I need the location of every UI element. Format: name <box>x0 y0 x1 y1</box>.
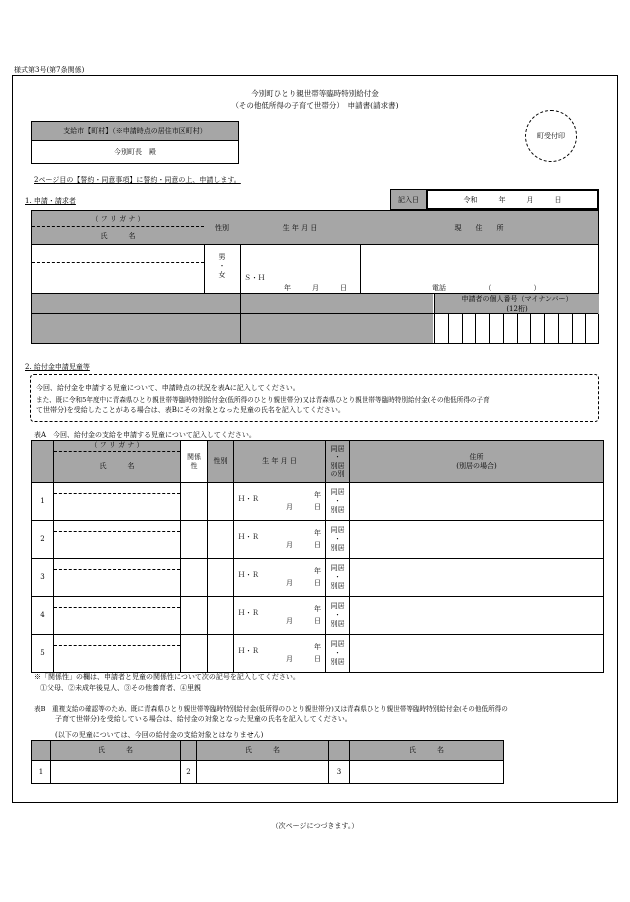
tableA-row-name-input[interactable] <box>54 570 180 596</box>
tableA-row-cohabit[interactable]: 同居 ・ 別居 <box>326 635 350 673</box>
tableA-name-header <box>54 441 181 483</box>
tableA-row-relation-input[interactable] <box>181 559 208 597</box>
tableB-no-2: 2 <box>181 761 197 784</box>
applicant-extra-row-1 <box>32 294 240 313</box>
tableA-row-birth-year: 年 <box>314 529 321 537</box>
form-title-2: （その他低所得の子育て世帯分） 申請書(請求書) <box>231 101 399 110</box>
tableA-row-sex-input[interactable] <box>208 483 234 521</box>
tableA-row-address-input[interactable] <box>350 597 604 635</box>
payer-box-header-text: 支給市【町村】（※申請時点の居住市区町村） <box>63 127 207 135</box>
applicant-birth-header <box>240 211 361 244</box>
tableA-row-cohabit[interactable]: 同居 ・ 別居 <box>326 521 350 559</box>
tableA-row <box>32 597 604 635</box>
tableB-line2: 子育て世帯分)を受給している場合は、給付金の対象となった児童の氏名を記入してください。 <box>55 715 352 723</box>
tableA-row-birth-year: 年 <box>314 567 321 575</box>
tableA-row-name-cell[interactable] <box>54 635 181 673</box>
applicant-name-header <box>32 211 205 244</box>
applicant-name-label: 氏 名 <box>100 232 136 240</box>
tableA-address-header: 住所 (別居の場合) <box>350 441 604 483</box>
footnote-line1: ※「関係性」の欄は、申請者と児童の関係性について次の記号を記入してください。 <box>34 673 300 681</box>
tableA-furigana-label: （ フ リ ガ ナ ） <box>54 441 180 452</box>
section1-title: 1. 申請・請求者 <box>25 197 76 205</box>
applicant-sex-label: 性別 <box>215 223 229 232</box>
tableA-row-birth-md: 月 日 <box>286 503 321 511</box>
reception-stamp-circle <box>525 110 577 162</box>
tableA-row-birth-era: Ｈ・Ｒ <box>238 571 259 579</box>
tableA-row-cohabit[interactable]: 同居 ・ 別居 <box>326 559 350 597</box>
tableB-name-input-2[interactable] <box>197 761 329 784</box>
tableA-row <box>32 521 604 559</box>
tableA <box>31 440 604 673</box>
section2-note-line3: て世帯分)を受給したことがある場合は、表Bにその対象となった児童の氏名を記入してください。 <box>36 406 345 414</box>
applicant-table <box>31 210 599 344</box>
applicant-birth-ymd[interactable]: 年 月 日 <box>284 284 347 292</box>
tableA-row-birth-cell[interactable] <box>234 597 326 635</box>
tableA-row-birth-cell[interactable] <box>234 521 326 559</box>
date-label-cell <box>390 189 427 210</box>
tableA-row-furigana-input[interactable] <box>54 483 180 494</box>
tableB-name-input-1[interactable] <box>51 761 181 784</box>
applicant-birth-label: 生 年 月 日 <box>282 223 318 232</box>
applicant-phone[interactable]: 電話 （ ） <box>432 284 541 292</box>
footer-continue: （次ページにつづきます。） <box>271 822 359 830</box>
tableA-row-birth-md: 月 日 <box>286 617 321 625</box>
tableA-row-birth-year: 年 <box>314 491 321 499</box>
mynumber-digits-label: (12桁) <box>506 305 528 313</box>
tableA-row-no: 1 <box>32 483 54 521</box>
tableA-row-sex-input[interactable] <box>208 521 234 559</box>
tableA-row-address-input[interactable] <box>350 483 604 521</box>
payer-box-header <box>31 121 239 141</box>
tableA-row-no: 5 <box>32 635 54 673</box>
applicant-address-header <box>360 211 598 244</box>
tableB-line1: 表B 重複支給の確認等のため、既に青森県ひとり親世帯等臨時特別給付金(低所得のひとり親世帯分)又は青森県ひとり親世帯等臨時特別給付金(その他低所得の <box>34 705 508 713</box>
tableB-no-1: 1 <box>32 761 51 784</box>
tableA-row-furigana-input[interactable] <box>54 521 180 532</box>
tableA-no-header <box>32 441 54 483</box>
tableB-no-header-3 <box>329 741 350 761</box>
tableB-name-header-3: 氏 名 <box>350 741 504 761</box>
tableA-row <box>32 559 604 597</box>
section2-note-box <box>30 374 599 422</box>
tableA-row-name-cell[interactable] <box>54 483 181 521</box>
tableA-row-name-input[interactable] <box>54 532 180 558</box>
payer-box-value-text: 今別町長 殿 <box>114 148 156 156</box>
tableA-row-birth-cell[interactable] <box>234 483 326 521</box>
tableB-no-header-2 <box>181 741 197 761</box>
form-title-1: 今別町ひとり親世帯等臨時特別給付金 <box>251 89 379 98</box>
mynumber-boxes[interactable] <box>434 314 599 343</box>
form-number: 様式第3号(第7条関係) <box>14 66 85 74</box>
payer-box-value[interactable] <box>31 140 239 164</box>
tableB-line3: (以下の児童については、今回の給付金の支給対象とはなりません) <box>55 731 264 739</box>
section2-title: 2. 給付金申請児童等 <box>25 363 90 371</box>
tableA-row-name-input[interactable] <box>54 608 180 634</box>
applicant-name-input[interactable] <box>32 263 204 293</box>
applicant-sex-options[interactable]: 男 ・ 女 <box>218 253 226 279</box>
applicant-furigana-input[interactable] <box>32 245 204 263</box>
tableA-row-sex-input[interactable] <box>208 559 234 597</box>
tableA-caption: 表A 今回、給付金の支給を申請する児童について記入してください。 <box>34 431 256 439</box>
tableA-row-no: 3 <box>32 559 54 597</box>
tableA-row-birth-year: 年 <box>314 643 321 651</box>
footnote-line2: ①父母、②未成年後見人、③その他養育者、④里親 <box>40 684 201 692</box>
tableA-row-address-input[interactable] <box>350 559 604 597</box>
applicant-extra-row-1b <box>241 294 433 313</box>
tableA-sex-header: 性別 <box>208 441 234 483</box>
tableA-row-furigana-input[interactable] <box>54 597 180 608</box>
tableA-row-address-input[interactable] <box>350 635 604 673</box>
tableA-name-label: 氏 名 <box>99 462 135 470</box>
tableA-row-birth-year: 年 <box>314 605 321 613</box>
tableA-row-furigana-input[interactable] <box>54 559 180 570</box>
tableA-cohabit-header: 同居 ・ 別居 の別 <box>326 441 350 483</box>
tableA-row-birth-cell[interactable] <box>234 559 326 597</box>
tableB-name-input-3[interactable] <box>350 761 504 784</box>
date-field[interactable] <box>426 189 599 210</box>
applicant-extra-row-2b <box>241 314 433 343</box>
tableA-row-relation-input[interactable] <box>181 635 208 673</box>
applicant-furigana-label: （ フ リ ガ ナ ） <box>32 214 204 227</box>
tableA-row-relation-input[interactable] <box>181 597 208 635</box>
tableA-row-birth-cell[interactable] <box>234 635 326 673</box>
tableA-row-no: 2 <box>32 521 54 559</box>
tableA-row-birth-md: 月 日 <box>286 579 321 587</box>
tableA-row-no: 4 <box>32 597 54 635</box>
applicant-address-input[interactable] <box>361 245 598 283</box>
tableA-row-birth-md: 月 日 <box>286 655 321 663</box>
mynumber-label: 申請者の個人番号（マイナンバー） <box>461 295 573 303</box>
tableA-relation-header: 関係 性 <box>181 441 208 483</box>
tableA-row-address-input[interactable] <box>350 521 604 559</box>
tableB-name-header-2: 氏 名 <box>197 741 329 761</box>
agreement-line: 2ページ目の【誓約・同意事項】に誓約・同意の上、申請します。 <box>34 176 241 184</box>
tableA-row-sex-input[interactable] <box>208 635 234 673</box>
applicant-sex-header <box>204 211 241 244</box>
date-label: 記入日 <box>398 195 419 204</box>
tableA-row <box>32 635 604 673</box>
tableA-row <box>32 483 604 521</box>
tableA-row-birth-era: Ｈ・Ｒ <box>238 647 259 655</box>
tableA-row-birth-md: 月 日 <box>286 541 321 549</box>
tableA-row-name-input[interactable] <box>54 646 180 672</box>
reception-stamp-label: 町受付印 <box>537 132 565 140</box>
applicant-address-label: 現 住 所 <box>454 223 504 232</box>
tableA-row-name-cell[interactable] <box>54 521 181 559</box>
applicant-birth-era[interactable]: Ｓ・Ｈ <box>244 274 265 282</box>
tableA-row-name-input[interactable] <box>54 494 180 520</box>
tableA-row-furigana-input[interactable] <box>54 635 180 646</box>
tableA-row-cohabit[interactable]: 同居 ・ 別居 <box>326 483 350 521</box>
mynumber-header <box>434 294 599 314</box>
section2-note-line2: また、既に令和5年度中に青森県ひとり親世帯等臨時特別給付金(低所得のひとり親世帯分)又は青森県ひとり親世帯等臨時特別給付金(その他低所得の子育 <box>36 396 490 404</box>
tableA-row-sex-input[interactable] <box>208 597 234 635</box>
tableA-row-name-cell[interactable] <box>54 559 181 597</box>
tableA-row-name-cell[interactable] <box>54 597 181 635</box>
tableA-row-birth-era: Ｈ・Ｒ <box>238 495 259 503</box>
tableA-row-relation-input[interactable] <box>181 483 208 521</box>
tableB-name-header-1: 氏 名 <box>51 741 181 761</box>
tableA-birth-header: 生 年 月 日 <box>234 441 326 483</box>
tableB <box>31 740 504 784</box>
section2-note-line1: 今回、給付金を申請する児童について、申請時点の状況を表Aに記入してください。 <box>36 384 300 392</box>
tableA-row-birth-era: Ｈ・Ｒ <box>238 609 259 617</box>
tableB-no-header-1 <box>32 741 51 761</box>
tableA-row-birth-era: Ｈ・Ｒ <box>238 533 259 541</box>
tableA-row-relation-input[interactable] <box>181 521 208 559</box>
tableB-no-3: 3 <box>329 761 350 784</box>
date-value: 令和 年 月 日 <box>463 195 562 204</box>
tableA-row-cohabit[interactable]: 同居 ・ 別居 <box>326 597 350 635</box>
applicant-extra-row-2 <box>32 314 240 343</box>
